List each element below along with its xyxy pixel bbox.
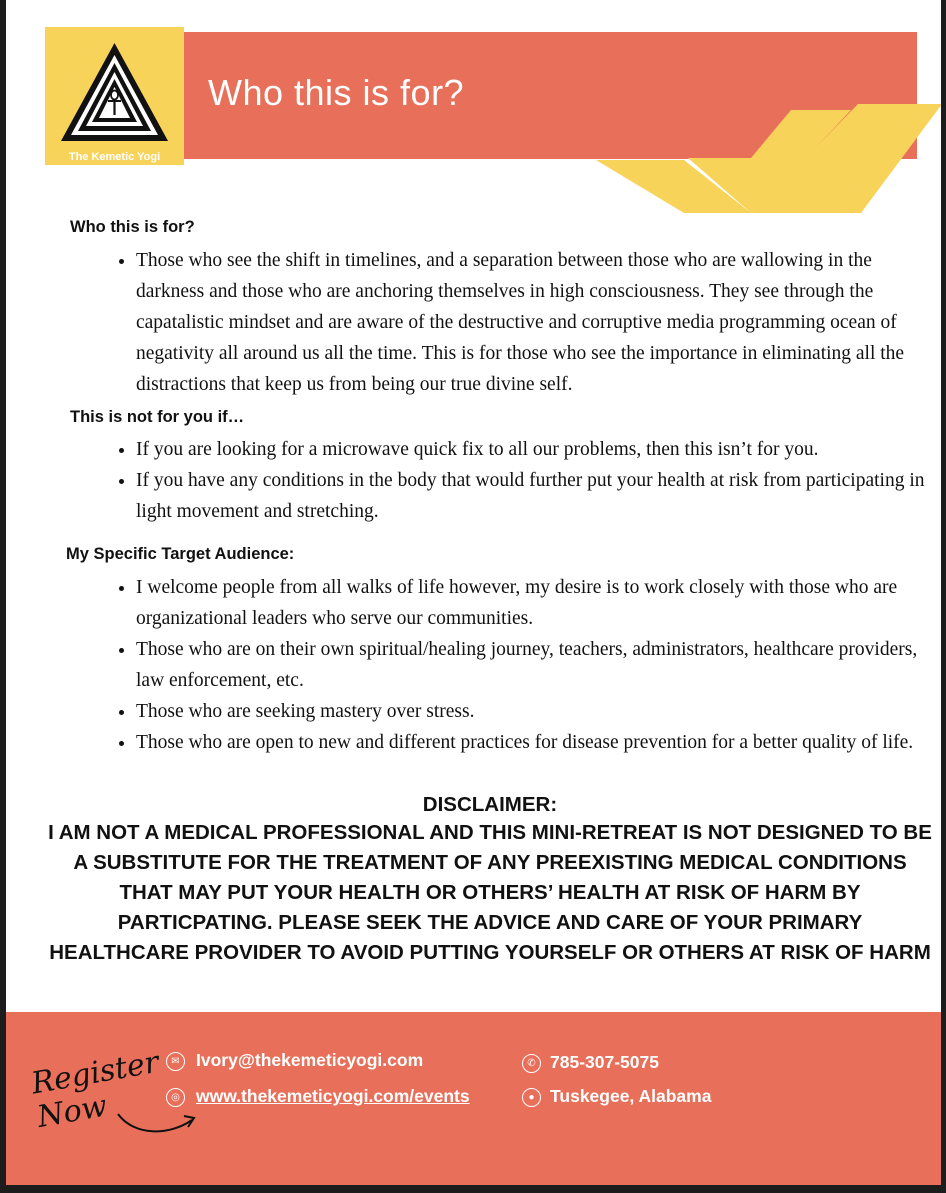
phone-icon: ✆ — [522, 1054, 541, 1073]
register-now-text: Register Now — [28, 1044, 162, 1136]
list-item: • Those who see the shift in timelines, and a separation between those who are wallowing in the darkness and those who are anchoring themselves in high consciousness. They see through the capatalistic mindset and are aware of the destructive and corruptive media programming ocean of negativity all around us all the time. This is for those who see the importance in eliminating all the distractions that keep us from being our true divine self. — [136, 245, 916, 400]
list-item: • I welcome people from all walks of life however, my desire is to work closely with those who are organizational leaders who serve our communities. — [136, 572, 926, 634]
who-for-heading: Who this is for? — [70, 218, 195, 236]
contact-footer — [6, 1012, 941, 1185]
brand-logo — [45, 27, 184, 165]
location-pin-icon: ● — [522, 1088, 541, 1107]
audience-heading: My Specific Target Audience: — [66, 545, 295, 563]
list-item: • Those who are on their own spiritual/healing journey, teachers, administrators, healthcare providers, law enforcement, etc. — [136, 634, 926, 696]
disclaimer-body: I AM NOT A MEDICAL PROFESSIONAL AND THIS MINI-RETREAT IS NOT DESIGNED TO BE A SUBSTITUTE FOR THE TREATMENT OF ANY PREEXISTING MEDICAL CONDITIONS THAT MAY PUT YOUR HEALTH OR OTHERS’ HEALTH AT RISK OF HARM BY PARTICPATING. PLEASE SEEK THE ADVICE AND CARE OF YOUR PRIMARY HEALTHCARE PROVIDER TO AVOID PUTTING YOURSELF OR OTHERS AT RISK OF HARM — [48, 821, 932, 964]
website-link[interactable]: www.thekemeticyogi.com/events — [196, 1086, 470, 1106]
email-link[interactable]: Ivory@thekemeticyogi.com — [196, 1050, 424, 1070]
list-item: • If you are looking for a microwave quick fix to all our problems, then this isn’t for you. — [136, 434, 926, 465]
list-item: • Those who are open to new and different practices for disease prevention for a better quality of life. — [136, 727, 926, 758]
mail-icon: ✉ — [166, 1052, 185, 1071]
chevron-decoration — [596, 98, 941, 218]
logo-caption: The Kemetic Yogi — [68, 151, 161, 163]
curved-arrow-icon — [114, 1102, 204, 1142]
flyer-page — [6, 0, 941, 1185]
phone-number[interactable]: 785-307-5075 — [550, 1052, 659, 1072]
not-for-list — [114, 434, 926, 527]
pyramid-ankh-icon — [59, 41, 170, 145]
list-item: • If you have any conditions in the body that would further put your health at risk from participating in light movement and stretching. — [136, 465, 926, 527]
who-for-list — [114, 245, 916, 400]
location-text: Tuskegee, Alabama — [550, 1086, 712, 1106]
page-title: Who this is for? — [208, 72, 465, 113]
globe-icon: ◎ — [166, 1088, 185, 1107]
audience-list — [114, 572, 926, 758]
not-for-heading: This is not for you if… — [70, 408, 245, 426]
list-item: • Those who are seeking mastery over stress. — [136, 696, 926, 727]
disclaimer-title: DISCLAIMER: — [422, 793, 558, 816]
